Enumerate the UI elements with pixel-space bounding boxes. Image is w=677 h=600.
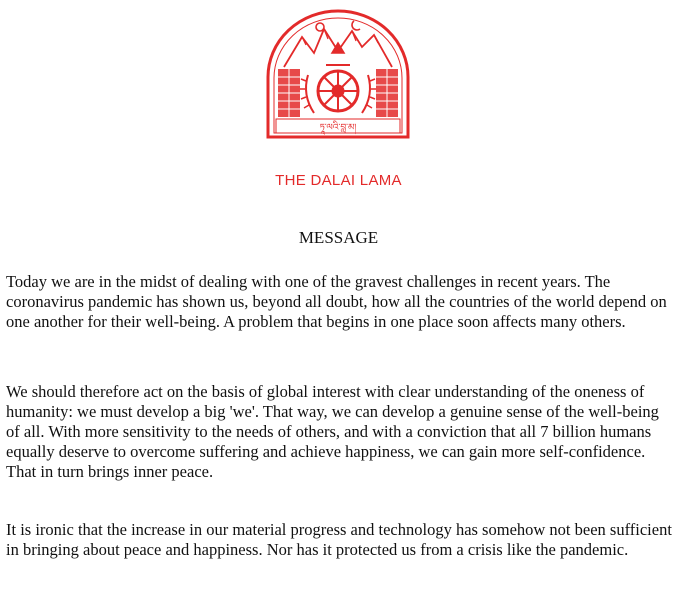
paragraph-2: We should therefore act on the basis of global interest with clear understanding of the oneness of humanity: we must develop a big 'we'. That way, we can develop a genuine sense of the well-being of all. With more sensitivity to the needs of others, and with a conviction that all 7 billion humans equally deserve to overcome suffering and achieve happiness, we can gain more self-confidence. That in turn brings inner peace. [6,382,659,481]
dalai-lama-seal-logo [262,7,414,147]
paragraph-3: It is ironic that the increase in our material progress and technology has somehow not been sufficient in bringing about peace and happiness. Nor has it protected us from a crisis like the pandemic. [6,520,672,559]
organization-name: THE DALAI LAMA [275,172,402,189]
seal-inscription: ཏཱ་ལའི་བླ་མ། [319,123,357,133]
document-title: MESSAGE [298,228,379,247]
paragraph-1: Today we are in the midst of dealing with one of the gravest challenges in recent years. The coronavirus pandemic has shown us, beyond all doubt, how all the countries of the world depend on one another for their well-being. A problem that begins in one place soon affects many others. [6,272,667,331]
